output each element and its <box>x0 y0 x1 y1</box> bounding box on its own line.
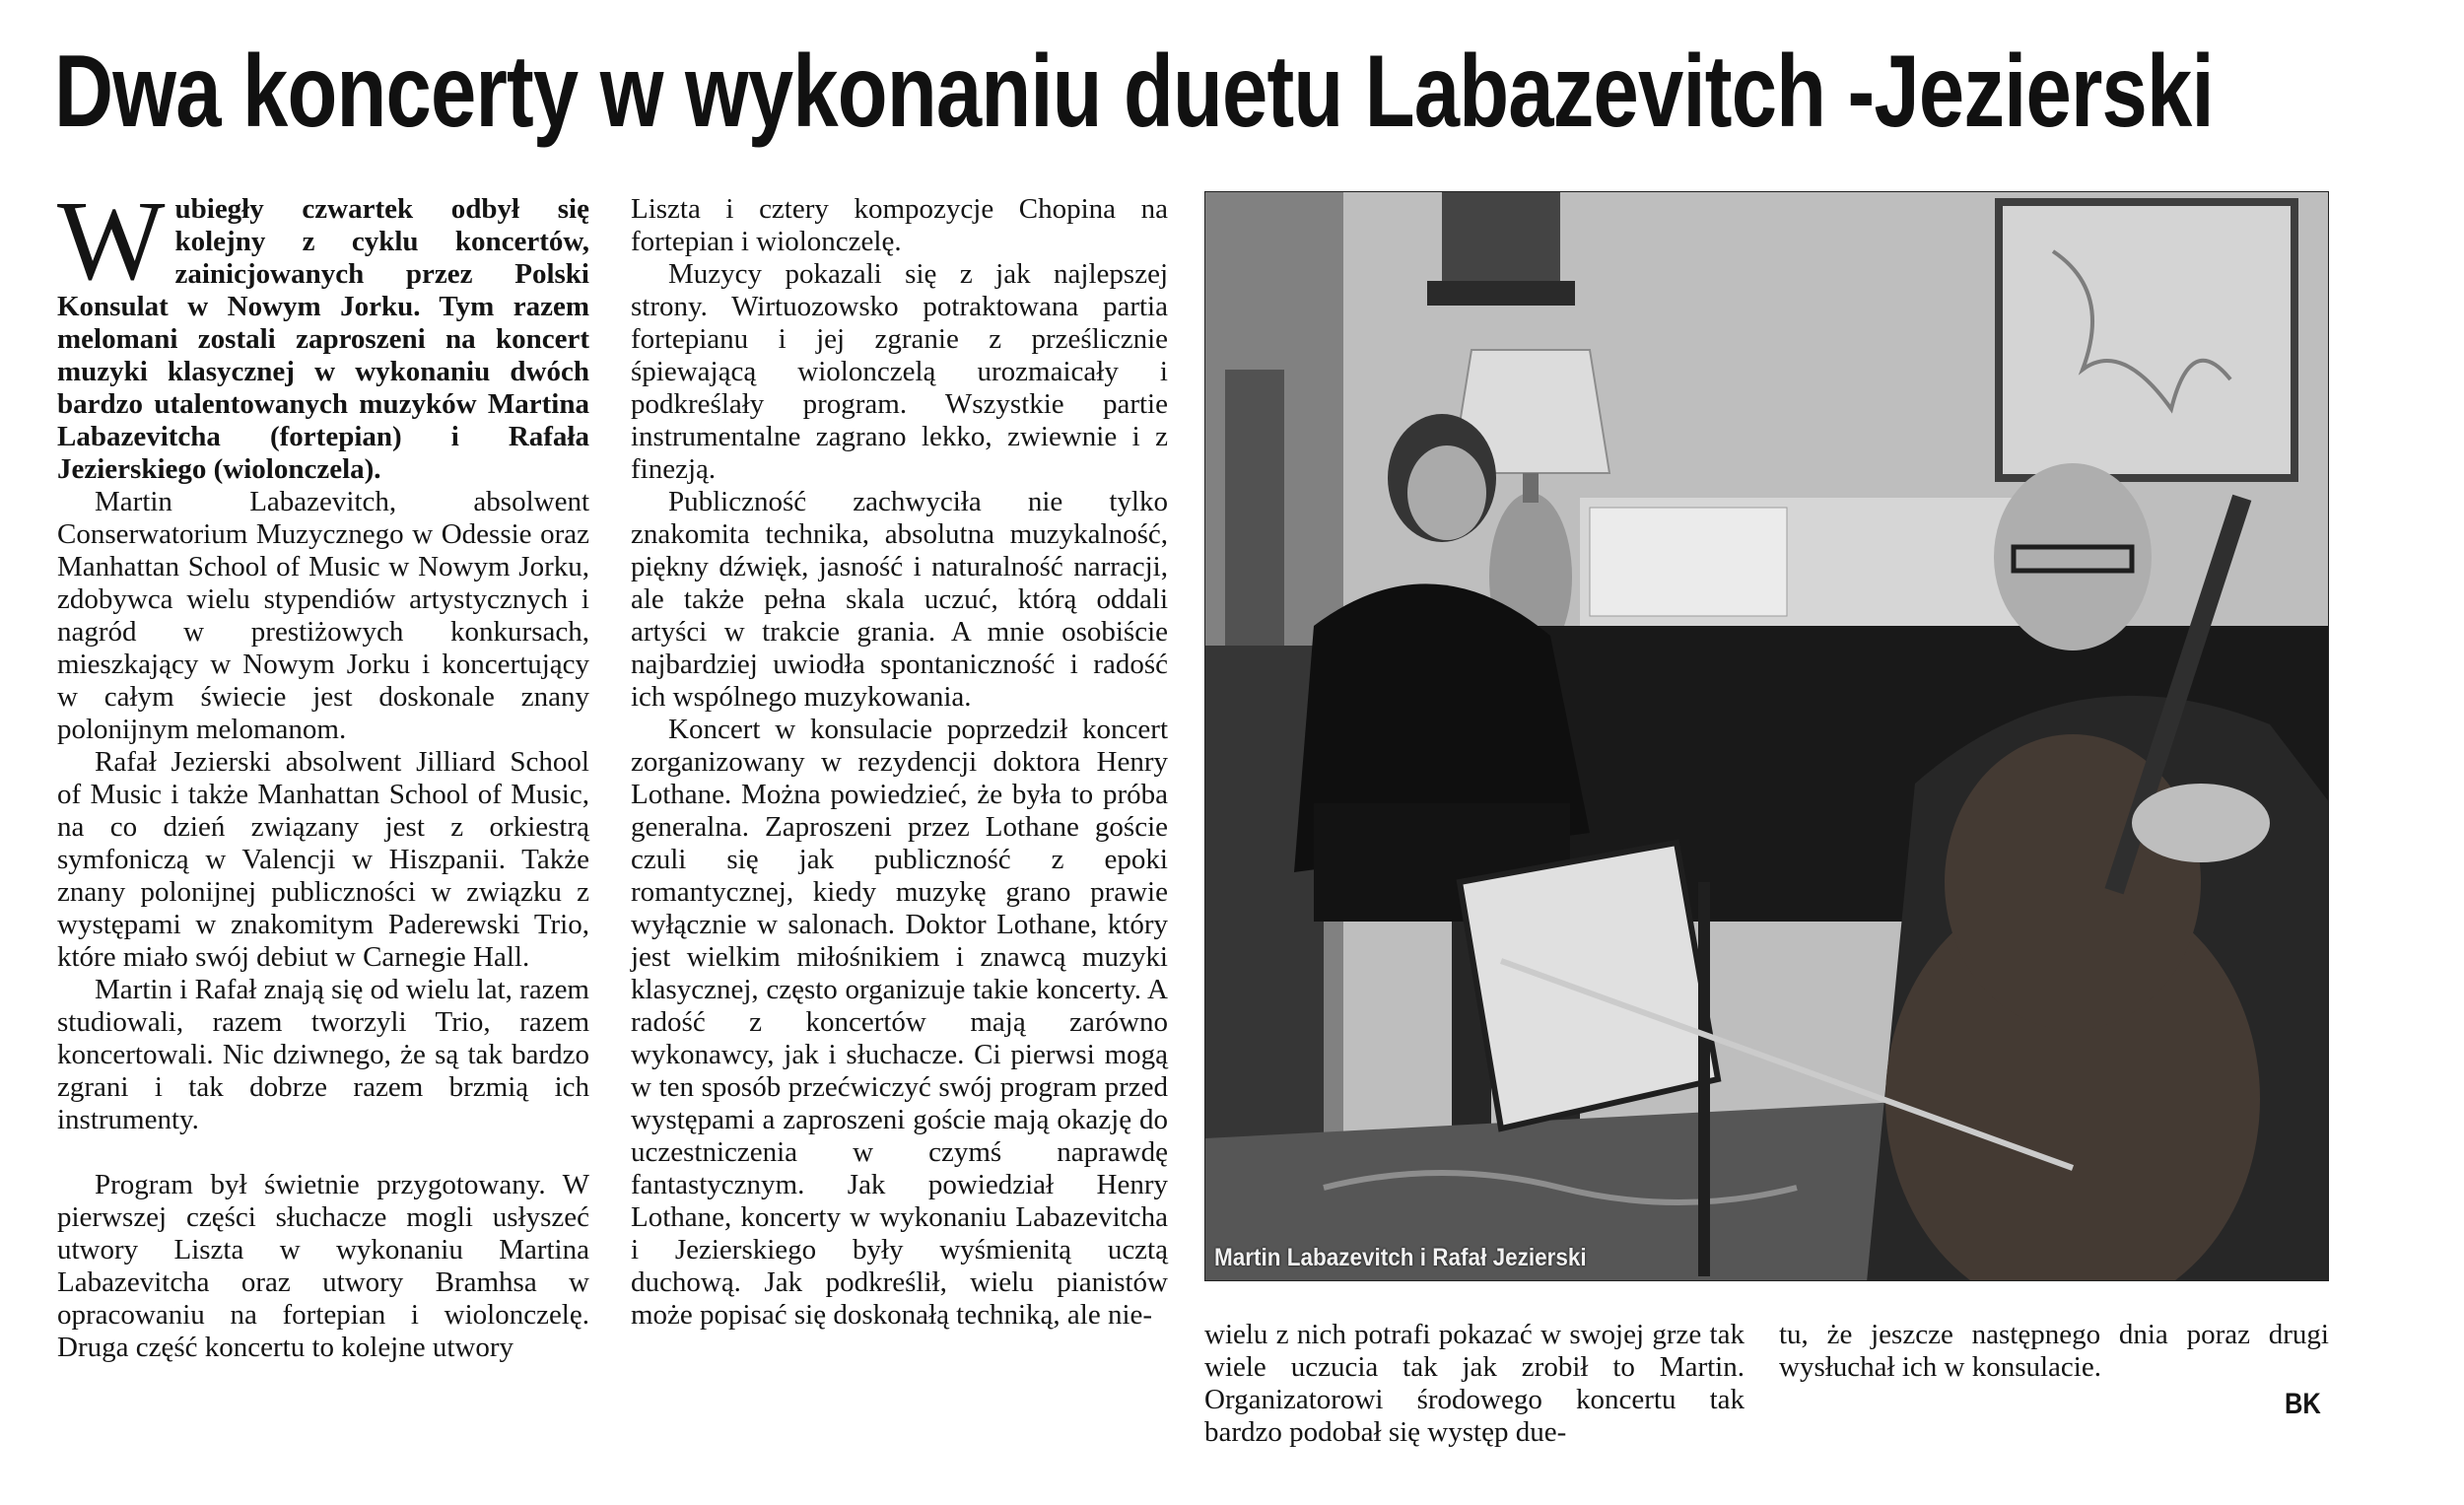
paragraph: Muzycy pokazali się z jak najlepszej strony. Wirtuozowsko potraktowana partia fortepianu i jej zgranie z prześlicznie śpiewającą wiolonczelą urozmaicały i podkreślały program. Wszystkie partie instrumentalne zagrano lekko, zwiewnie i z finezją. <box>631 258 1168 485</box>
paragraph: wielu z nich potrafi pokazać w swojej grze tak wiele uczucia tak jak zrobił to Martin. Organizatorowi środowego koncertu tak bardzo podobał się występ due- <box>1204 1319 1745 1448</box>
headline: Dwa koncerty w wykonaniu duetu Labazevitch -Jezierski <box>54 34 2214 149</box>
drop-cap: W <box>57 178 166 305</box>
paragraph: tu, że jeszcze następnego dnia poraz drugi wysłuchał ich w konsulacie. <box>1779 1319 2329 1383</box>
paragraph: Publiczność zachwyciła nie tylko znakomita technika, absolutna muzykalność, piękny dźwięk, jasność i naturalność narracji, ale także pełna skala uczuć, którą oddali artyści w trakcie grania. A mnie osobiście najbardziej uwiodła spontaniczność i radość ich wspólnego muzykowania. <box>631 486 1168 713</box>
column-4 <box>1779 1319 2329 1467</box>
paragraph: Program był świetnie przygotowany. W pierwszej części słuchacze mogli usłyszeć utwory Liszta w wykonaniu Martina Labazevitcha oraz utwory Bramhsa w opracowaniu na fortepian i wiolonczelę. Druga część koncertu to kolejne utwory <box>57 1169 589 1363</box>
photo-caption: Martin Labazevitch i Rafał Jezierski <box>1214 1244 1587 1271</box>
photo-illustration <box>1205 192 2329 1281</box>
lead-paragraph <box>57 178 589 486</box>
lead-text: ubiegły czwartek odbył się kolejny z cyklu koncertów, zainicjowanych przez Polski Konsulat w Nowym Jorku. Tym razem melomani zostali zaproszeni na koncert muzyki klasycznej w wykonaniu dwóch bardzo utalentowanych muzyków Martina Labazevitcha (fortepian) i Rafała Jezierskiego (wiolonczela). <box>57 193 589 485</box>
paragraph: Liszta i cztery kompozycje Chopina na fortepian i wiolonczelę. <box>631 193 1168 257</box>
paragraph: Martin i Rafał znają się od wielu lat, razem studiowali, razem tworzyli Trio, razem koncertowali. Nic dziwnego, że są tak bardzo zgrani i tak dobrze razem brzmią ich instrumenty. <box>57 974 589 1135</box>
concert-photo <box>1204 191 2329 1281</box>
column-2 <box>631 193 1168 1474</box>
paragraph: Rafał Jezierski absolwent Jilliard School of Music i także Manhattan School of Music, na co dzień związany jest z orkiestrą symfoniczą w Valencji w Hiszpanii. Także znany polonijnej publiczności w związku z występami w znakomitym Paderewski Trio, które miało swój debiut w Carnegie Hall. <box>57 746 589 973</box>
paragraph: Martin Labazevitch, absolwent Conserwatorium Muzycznego w Odessie oraz Manhattan School of Music w Nowym Jorku, zdobywca wielu stypendiów artystycznych i nagród w prestiżowych konkursach, mieszkający w Nowym Jorku i koncertujący w całym świecie jest doskonale znany polonijnym melomanom. <box>57 486 589 745</box>
author-initials: BK <box>2285 1388 2321 1420</box>
column-1 <box>57 178 589 1474</box>
column-3 <box>1204 1319 1745 1467</box>
paragraph: Koncert w konsulacie poprzedził koncert zorganizowany w rezydencji doktora Henry Lothane. Można powiedzieć, że była to próba generalna. Zaproszeni przez Lothane goście czuli się jak publiczność z epoki romantycznej, kiedy muzykę grano prawie wyłącznie w salonach. Doktor Lothane, który jest wielkim miłośnikiem i znawcą muzyki klasycznej, często organizuje takie koncerty. A radość z koncertów mają zarówno wykonawcy, jak i słuchacze. Ci pierwsi mogą w ten sposób przećwiczyć swój program przed występami a zaproszeni goście mają okazję do uczestniczenia w czymś naprawdę fantastycznym. Jak powiedział Henry Lothane, koncerty w wykonaniu Labazevitcha i Jezierskiego były wyśmienitą ucztą duchową. Jak podkreślił, wielu pianistów może popisać się doskonałą techniką, ale nie- <box>631 714 1168 1331</box>
